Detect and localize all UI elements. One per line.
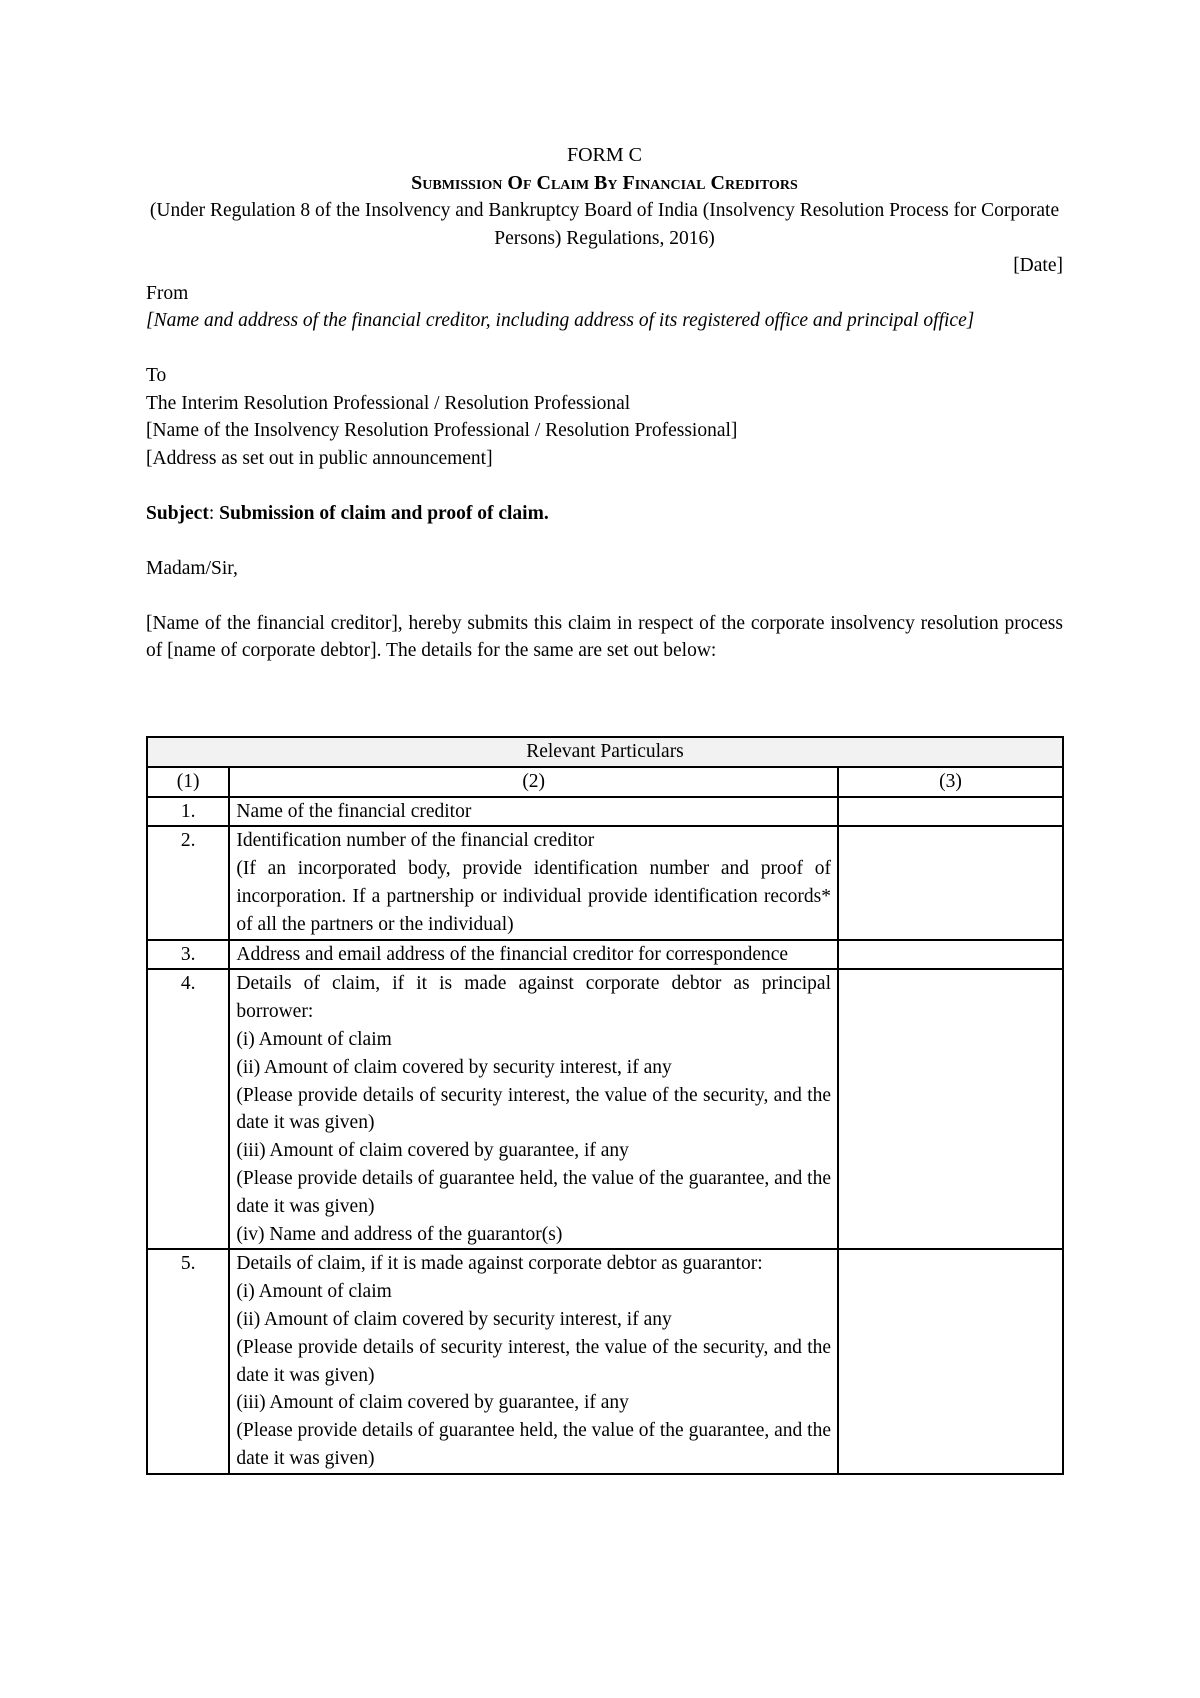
row-number: 2.: [147, 826, 229, 939]
particulars-line: (i) Amount of claim: [236, 1281, 392, 1303]
table-row: [147, 797, 1063, 827]
particulars-line: (Please provide details of security interest, the value of the security, and the date it was given): [236, 1336, 832, 1386]
to-label: To: [146, 365, 167, 386]
row-particulars: [229, 797, 838, 827]
particulars-line: (iii) Amount of claim covered by guarantee, if any: [236, 1392, 629, 1414]
row-value-cell[interactable]: [838, 826, 1063, 939]
table-row: [147, 969, 1063, 1249]
particulars-line: Identification number of the financial creditor: [236, 830, 595, 852]
regulation-note: (Under Regulation 8 of the Insolvency and Bankruptcy Board of India (Insolvency Resolution Process for Corporate Persons) Regulations, 2016): [149, 200, 1060, 249]
to-line-3: [Address as set out in public announcement]: [146, 447, 493, 469]
particulars-line: (Please provide details of guarantee held, the value of the guarantee, and the date it was given): [236, 1167, 832, 1217]
row-value-cell[interactable]: [838, 1249, 1063, 1473]
to-line-2: [Name of the Insolvency Resolution Professional / Resolution Professional]: [146, 420, 738, 441]
spacer: [146, 582, 1063, 610]
row-number: 1.: [147, 797, 229, 827]
row-particulars: [229, 1249, 838, 1473]
particulars-line: (ii) Amount of claim covered by security interest, if any: [236, 1056, 672, 1078]
table-row: [147, 1249, 1063, 1473]
particulars-line: (iv) Name and address of the guarantor(s): [236, 1223, 563, 1245]
from-details: [Name and address of the financial creditor, including address of its registered office and principal office]: [146, 310, 975, 331]
particulars-line: (Please provide details of guarantee held, the value of the guarantee, and the date it was given): [236, 1420, 832, 1469]
form-title: FORM C: [566, 144, 643, 166]
spacer: [146, 335, 1063, 363]
row-particulars: [229, 826, 838, 939]
row-particulars: [229, 969, 838, 1249]
spacer: [146, 472, 1063, 500]
particulars-line: (ii) Amount of claim covered by security interest, if any: [236, 1308, 672, 1330]
particulars-line: (iii) Amount of claim covered by guarantee, if any: [236, 1140, 629, 1162]
row-number: 3.: [147, 940, 229, 970]
subject-text: Submission of claim and proof of claim.: [219, 502, 549, 524]
particulars-line: Details of claim, if it is made against corporate debtor as guarantor:: [236, 1253, 763, 1275]
table-row: [147, 940, 1063, 970]
from-label: From: [146, 282, 189, 304]
body-text: [Name of the financial creditor], hereby submits this claim in respect of the corporate insolvency resolution process of [name of corporate debtor]. The details for the same are set out below:: [146, 612, 1063, 661]
particulars-line: (If an incorporated body, provide identification number and proof of incorporation. If a partnership or individual provide identification records* of all the partners or the individual): [236, 858, 832, 935]
particulars-line: Details of claim, if it is made against corporate debtor as principal borrower:: [236, 973, 832, 1023]
subject-line: Subject: Submission of claim and proof of claim.: [146, 502, 549, 524]
to-line-1: The Interim Resolution Professional / Resolution Professional: [146, 392, 631, 414]
form-subtitle: Submission Of Claim By Financial Creditors: [411, 171, 798, 194]
row-number: 5.: [147, 1249, 229, 1473]
table-row: [147, 826, 1063, 939]
row-value-cell[interactable]: [838, 969, 1063, 1249]
salutation: Madam/Sir,: [146, 557, 238, 579]
table-title: Relevant Particulars: [147, 737, 1063, 767]
column-header-3: (3): [838, 767, 1063, 797]
subject-label: Subject: [146, 502, 209, 524]
row-value-cell[interactable]: [838, 797, 1063, 827]
row-number: 4.: [147, 969, 229, 1249]
relevant-particulars-table: [146, 736, 1064, 1475]
spacer: [146, 527, 1063, 555]
column-header-1: (1): [147, 767, 229, 797]
row-particulars: [229, 940, 838, 970]
particulars-line: (i) Amount of claim: [236, 1028, 392, 1050]
column-header-2: (2): [229, 767, 838, 797]
date-placeholder: [Date]: [1013, 255, 1063, 276]
particulars-line: Address and email address of the financial creditor for correspondence: [236, 943, 789, 965]
row-value-cell[interactable]: [838, 940, 1063, 970]
form-page: [146, 142, 1063, 665]
table-body: [147, 797, 1063, 1474]
particulars-line: Name of the financial creditor: [236, 800, 472, 822]
particulars-line: (Please provide details of security interest, the value of the security, and the date it was given): [236, 1084, 832, 1134]
